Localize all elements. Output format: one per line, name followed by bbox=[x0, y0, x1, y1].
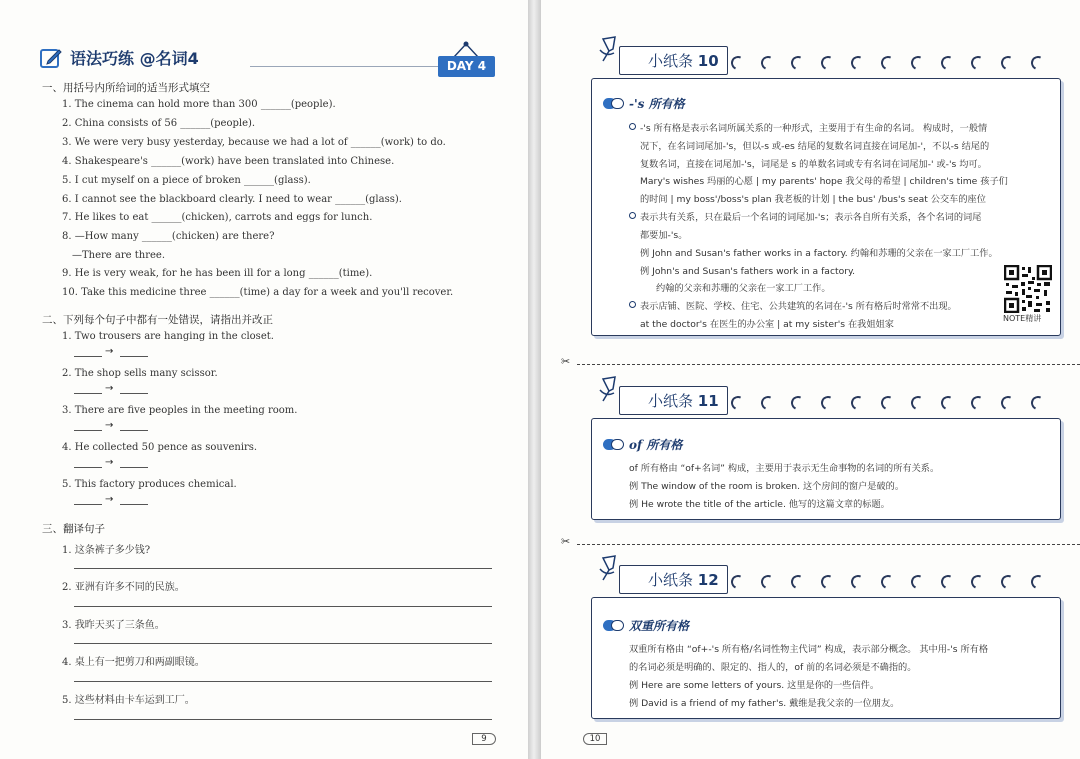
bullet-icon bbox=[629, 123, 636, 130]
list-item: 2. The shop sells many scissor. bbox=[62, 368, 218, 379]
list-item: 8. —How many ______(chicken) are there? bbox=[62, 231, 275, 242]
list-item: 2. China consists of 56 ______(people). bbox=[62, 118, 256, 129]
note-label-prefix: 小纸条 bbox=[648, 52, 694, 70]
note-line: at the doctor's 在医生的办公室 | at my sister's 在我姐姐家 bbox=[640, 319, 894, 330]
subheading: of 所有格 bbox=[629, 438, 683, 452]
list-item: 6. I cannot see the blackboard clearly. I need to wear ______(glass). bbox=[62, 194, 402, 205]
arrow-icon: → bbox=[105, 420, 114, 431]
answer-line[interactable] bbox=[74, 643, 492, 644]
arrow-icon: → bbox=[105, 383, 114, 394]
note-line: 况下，在名词词尾加-'s，但以-s 或-es 结尾的复数名词直接在词尾加-'，不以-s 结尾的 bbox=[640, 141, 990, 152]
list-item: —There are three. bbox=[72, 250, 165, 261]
list-item: 5. 这些材料由卡车运到工厂。 bbox=[62, 695, 195, 706]
bullet-icon bbox=[629, 301, 636, 308]
list-item: 4. Shakespeare's ______(work) have been translated into Chinese. bbox=[62, 156, 395, 167]
correction-blank[interactable] bbox=[74, 422, 152, 432]
note-label-12 bbox=[619, 565, 728, 594]
hanger-icon bbox=[452, 41, 480, 57]
example-line: 例 Here are some letters of yours. 这里是你的一些信件。 bbox=[629, 680, 880, 691]
qr-code[interactable] bbox=[1004, 265, 1052, 313]
correction-blank[interactable] bbox=[74, 459, 152, 469]
example-line: 例 David is a friend of my father's. 戴维是我父亲的一位朋友。 bbox=[629, 698, 900, 709]
note-line: 的时间 | my boss'/boss's plan 我老板的计划 | the bus' /bus's seat 公交车的座位 bbox=[640, 194, 986, 205]
list-item: 3. 我昨天买了三条鱼。 bbox=[62, 620, 165, 631]
page-number: 10 bbox=[583, 733, 607, 745]
note-line: 都要加-'s。 bbox=[640, 230, 688, 241]
toggle-icon bbox=[603, 620, 625, 631]
bullet-icon bbox=[629, 212, 636, 219]
scissors-icon: ✂ bbox=[561, 535, 571, 548]
list-item: 1. Two trousers are hanging in the closet. bbox=[62, 331, 274, 342]
list-item: 3. We were very busy yesterday, because we had a lot of ______(work) to do. bbox=[62, 137, 446, 148]
note-line: Mary's wishes 玛丽的心愿 | my parents' hope 我父母的希望 | children's time 孩子们 bbox=[640, 176, 1008, 187]
note-label-number: 10 bbox=[697, 52, 719, 70]
book-gutter bbox=[528, 0, 541, 759]
note-line: of 所有格由 “of+名词” 构成，主要用于表示无生命事物的名词的所有关系。 bbox=[629, 463, 940, 474]
pushpin-icon bbox=[597, 554, 623, 584]
left-page bbox=[0, 0, 528, 759]
list-item: 1. 这条裤子多少钱? bbox=[62, 545, 151, 556]
correction-blank[interactable] bbox=[74, 385, 152, 395]
list-item: 10. Take this medicine three ______(time) a day for a week and you'll recover. bbox=[62, 287, 454, 298]
list-item: 1. The cinema can hold more than 300 ______(people). bbox=[62, 99, 336, 110]
example-line: 例 He wrote the title of the article. 他写的这篇文章的标题。 bbox=[629, 499, 890, 510]
day-label: DAY 4 bbox=[438, 56, 495, 77]
arrow-icon: → bbox=[105, 494, 114, 505]
note-line: 表示店铺、医院、学校、住宅、公共建筑的名词在-'s 所有格后时常常不出现。 bbox=[640, 301, 957, 312]
list-item: 9. He is very weak, for he has been ill for a long ______(time). bbox=[62, 268, 373, 279]
example-translation: 约翰的父亲和苏珊的父亲在一家工厂工作。 bbox=[656, 283, 831, 294]
section3-heading: 三、翻译句子 bbox=[42, 523, 105, 535]
note-label-11 bbox=[619, 386, 728, 415]
note-line: 表示共有关系，只在最后一个名词的词尾加-'s；表示各自所有关系，各个名词的词尾 bbox=[640, 212, 982, 223]
pushpin-icon bbox=[597, 375, 623, 405]
subheading: -'s 所有格 bbox=[629, 97, 685, 111]
page-number: 9 bbox=[472, 733, 496, 745]
note-label-number: 12 bbox=[697, 571, 719, 589]
pencil-icon bbox=[40, 47, 62, 69]
note-line: 的名词必须是明确的、限定的、指人的，of 前的名词必须是不确指的。 bbox=[629, 662, 917, 673]
note-label-prefix: 小纸条 bbox=[648, 571, 694, 589]
day-tag bbox=[438, 41, 495, 77]
list-item: 7. He likes to eat ______(chicken), carrots and eggs for lunch. bbox=[62, 212, 373, 223]
arrow-icon: → bbox=[105, 457, 114, 468]
page-title: 语法巧练 @名词4 bbox=[70, 49, 199, 68]
example-line: 例 John's and Susan's fathers work in a factory. bbox=[640, 266, 856, 277]
section2-heading: 二、下列每个句子中都有一处错误，请指出并改正 bbox=[42, 314, 273, 326]
exercise-header bbox=[40, 44, 495, 78]
pushpin-icon bbox=[597, 35, 623, 65]
list-item: 5. I cut myself on a piece of broken ______(glass). bbox=[62, 175, 311, 186]
list-item: 3. There are five peoples in the meeting room. bbox=[62, 405, 298, 416]
note-label-10 bbox=[619, 46, 728, 75]
answer-line[interactable] bbox=[74, 568, 492, 569]
toggle-icon bbox=[603, 98, 625, 109]
qr-caption: NOTE精讲 bbox=[1003, 314, 1042, 323]
toggle-icon bbox=[603, 439, 625, 450]
binder-rings bbox=[731, 575, 1051, 591]
answer-line[interactable] bbox=[74, 681, 492, 682]
note-label-prefix: 小纸条 bbox=[648, 392, 694, 410]
list-item: 5. This factory produces chemical. bbox=[62, 479, 237, 490]
note-label-number: 11 bbox=[697, 392, 719, 410]
example-line: 例 John and Susan's father works in a factory. 约翰和苏珊的父亲在一家工厂工作。 bbox=[640, 248, 998, 259]
binder-rings bbox=[731, 396, 1051, 412]
answer-line[interactable] bbox=[74, 719, 492, 720]
note-line: 双重所有格由 “of+-'s 所有格/名词性物主代词” 构成，表示部分概念。 其中用-'s 所有格 bbox=[629, 644, 989, 655]
correction-blank[interactable] bbox=[74, 348, 152, 358]
note-line: -'s 所有格是表示名词所属关系的一种形式，主要用于有生命的名词。 构成时，一般情 bbox=[640, 123, 988, 134]
note-line: 复数名词，直接在词尾加-'s，词尾是 s 的单数名词或专有名词在词尾加-' 或-'s 均可。 bbox=[640, 159, 987, 170]
list-item: 4. 桌上有一把剪刀和两副眼镜。 bbox=[62, 657, 205, 668]
arrow-icon: → bbox=[105, 346, 114, 357]
cut-line bbox=[561, 355, 1080, 370]
correction-blank[interactable] bbox=[74, 496, 152, 506]
list-item: 4. He collected 50 pence as souvenirs. bbox=[62, 442, 258, 453]
binder-rings bbox=[731, 56, 1051, 72]
list-item: 2. 亚洲有许多不同的民族。 bbox=[62, 582, 185, 593]
example-line: 例 The window of the room is broken. 这个房间的窗户是破的。 bbox=[629, 481, 905, 492]
answer-line[interactable] bbox=[74, 606, 492, 607]
cut-line bbox=[561, 535, 1080, 550]
scissors-icon: ✂ bbox=[561, 355, 571, 368]
header-rule bbox=[250, 66, 462, 67]
section1-heading: 一、用括号内所给词的适当形式填空 bbox=[42, 82, 210, 94]
subheading: 双重所有格 bbox=[629, 619, 690, 633]
right-page bbox=[541, 0, 1080, 759]
